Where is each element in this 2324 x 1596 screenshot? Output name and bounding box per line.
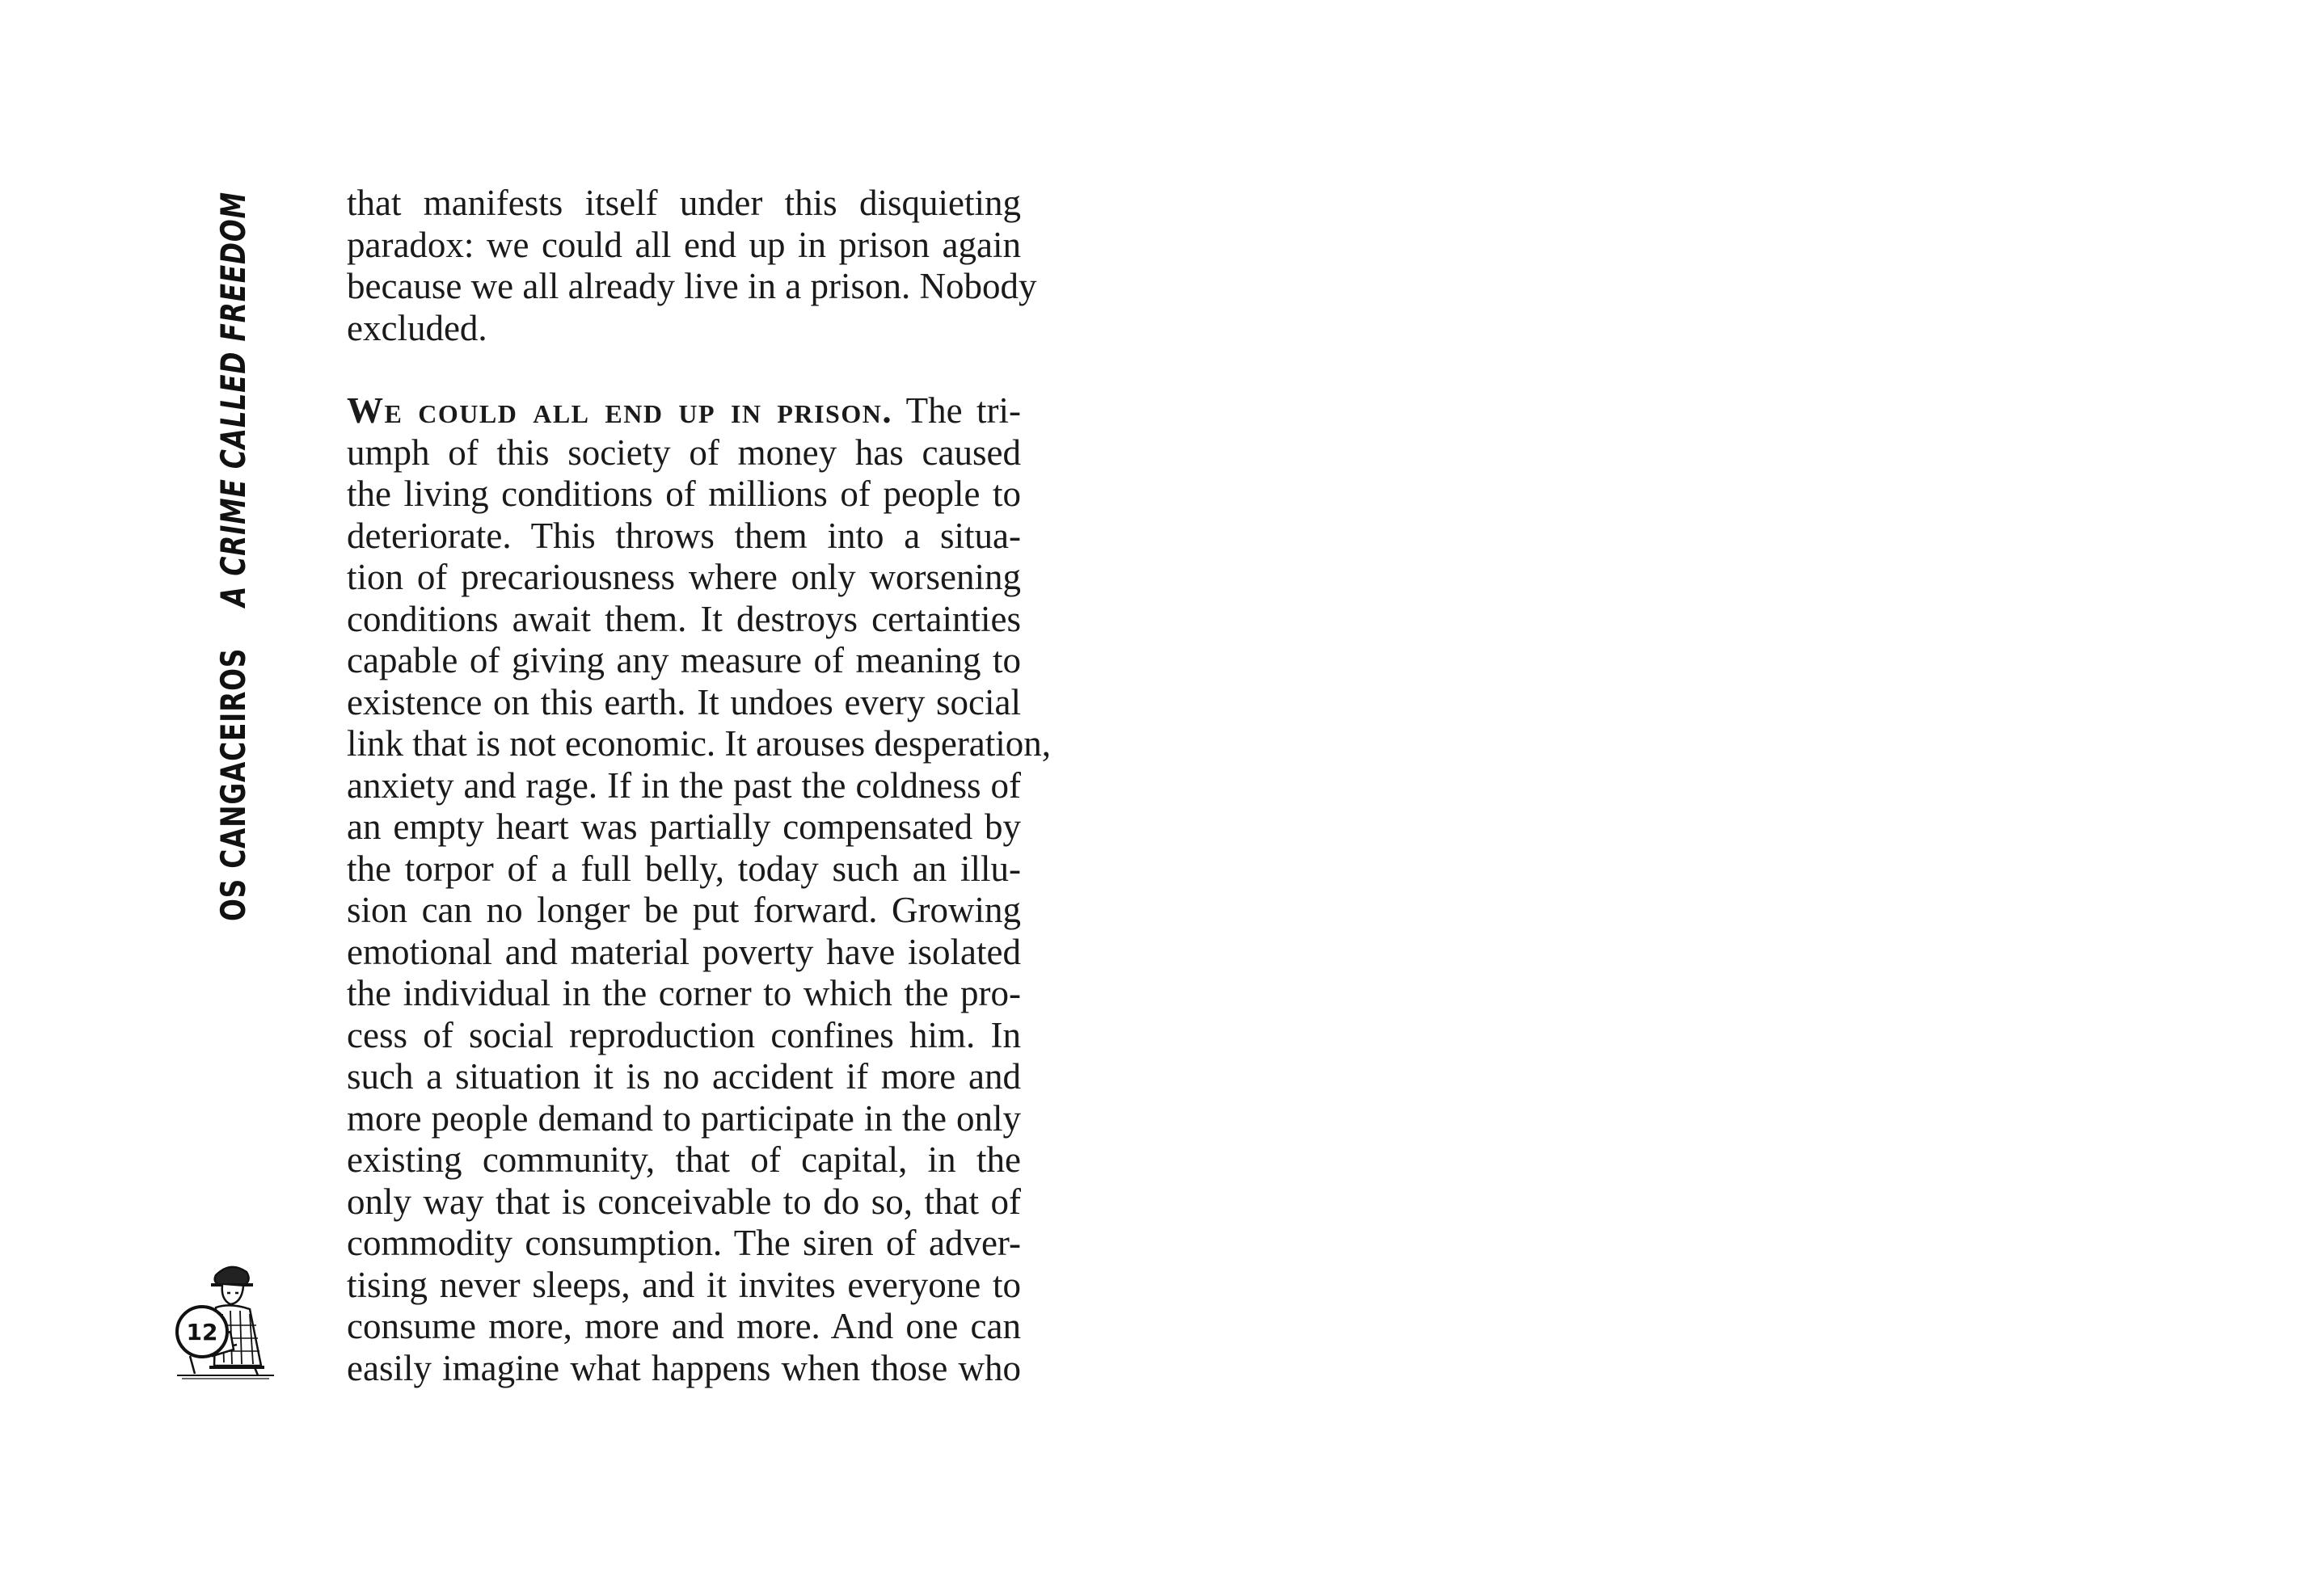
page-number: 12 [175,1305,229,1358]
section-lead-in: We could all end up in prison. [347,390,893,431]
text-line: link that is not economic. It arouses desperation, [347,723,1052,764]
text-line: cess of social reproduction confines him. In [347,1014,1021,1055]
text-line: consume more, more and more. And one can [347,1306,1021,1346]
text-line: that manifests itself under this disquieting [347,183,1021,223]
page-folio [166,1261,279,1390]
text-line: umph of this society of money has caused [347,432,1021,473]
text-line-lead [347,390,1021,432]
header-book-title: A CRIME CALLED FREEDOM [213,191,253,607]
text-line: sion can no longer be put forward. Growing [347,890,1021,930]
text-line: such a situation it is no accident if more and [347,1056,1021,1097]
text-line: the living conditions of millions of people to [347,474,1021,514]
text-line: easily imagine what happens when those who [347,1347,1021,1388]
text-line: existing community, that of capital, in the [347,1139,1021,1180]
text-column [347,183,1052,1389]
paragraph-continued [347,183,1037,349]
text-line: because we all already live in a prison. Nobody [347,266,1037,306]
text-line: anxiety and rage. If in the past the coldness of [347,764,1021,806]
text-line: tising never sleeps, and it invites everyone to [347,1264,1021,1305]
header-author: OS CANGACEIROS [213,647,253,921]
text-line: excluded. [347,307,487,348]
text-line: emotional and material poverty have isolated [347,931,1021,972]
lead-line-rest: The tri- [892,390,1022,431]
text-line: the individual in the corner to which the pro- [347,973,1021,1013]
text-line: existence on this earth. It undoes every social [347,681,1021,722]
paragraph-prison [347,390,1052,1389]
text-line: conditions await them. It destroys certainties [347,598,1021,639]
text-line: paradox: we could all end up in prison again [347,224,1021,265]
text-line: an empty heart was partially compensated by [347,806,1021,847]
running-header [209,191,257,921]
text-line: deteriorate. This throws them into a situa- [347,515,1021,556]
text-line: the torpor of a full belly, today such an illu- [347,848,1021,889]
text-line: capable of giving any measure of meaning to [347,640,1021,680]
text-line: commodity consumption. The siren of adver- [347,1223,1021,1263]
text-line: more people demand to participate in the only [347,1097,1021,1139]
text-line: tion of precariousness where only worsening [347,557,1021,597]
text-line: only way that is conceivable to do so, that of [347,1181,1021,1222]
